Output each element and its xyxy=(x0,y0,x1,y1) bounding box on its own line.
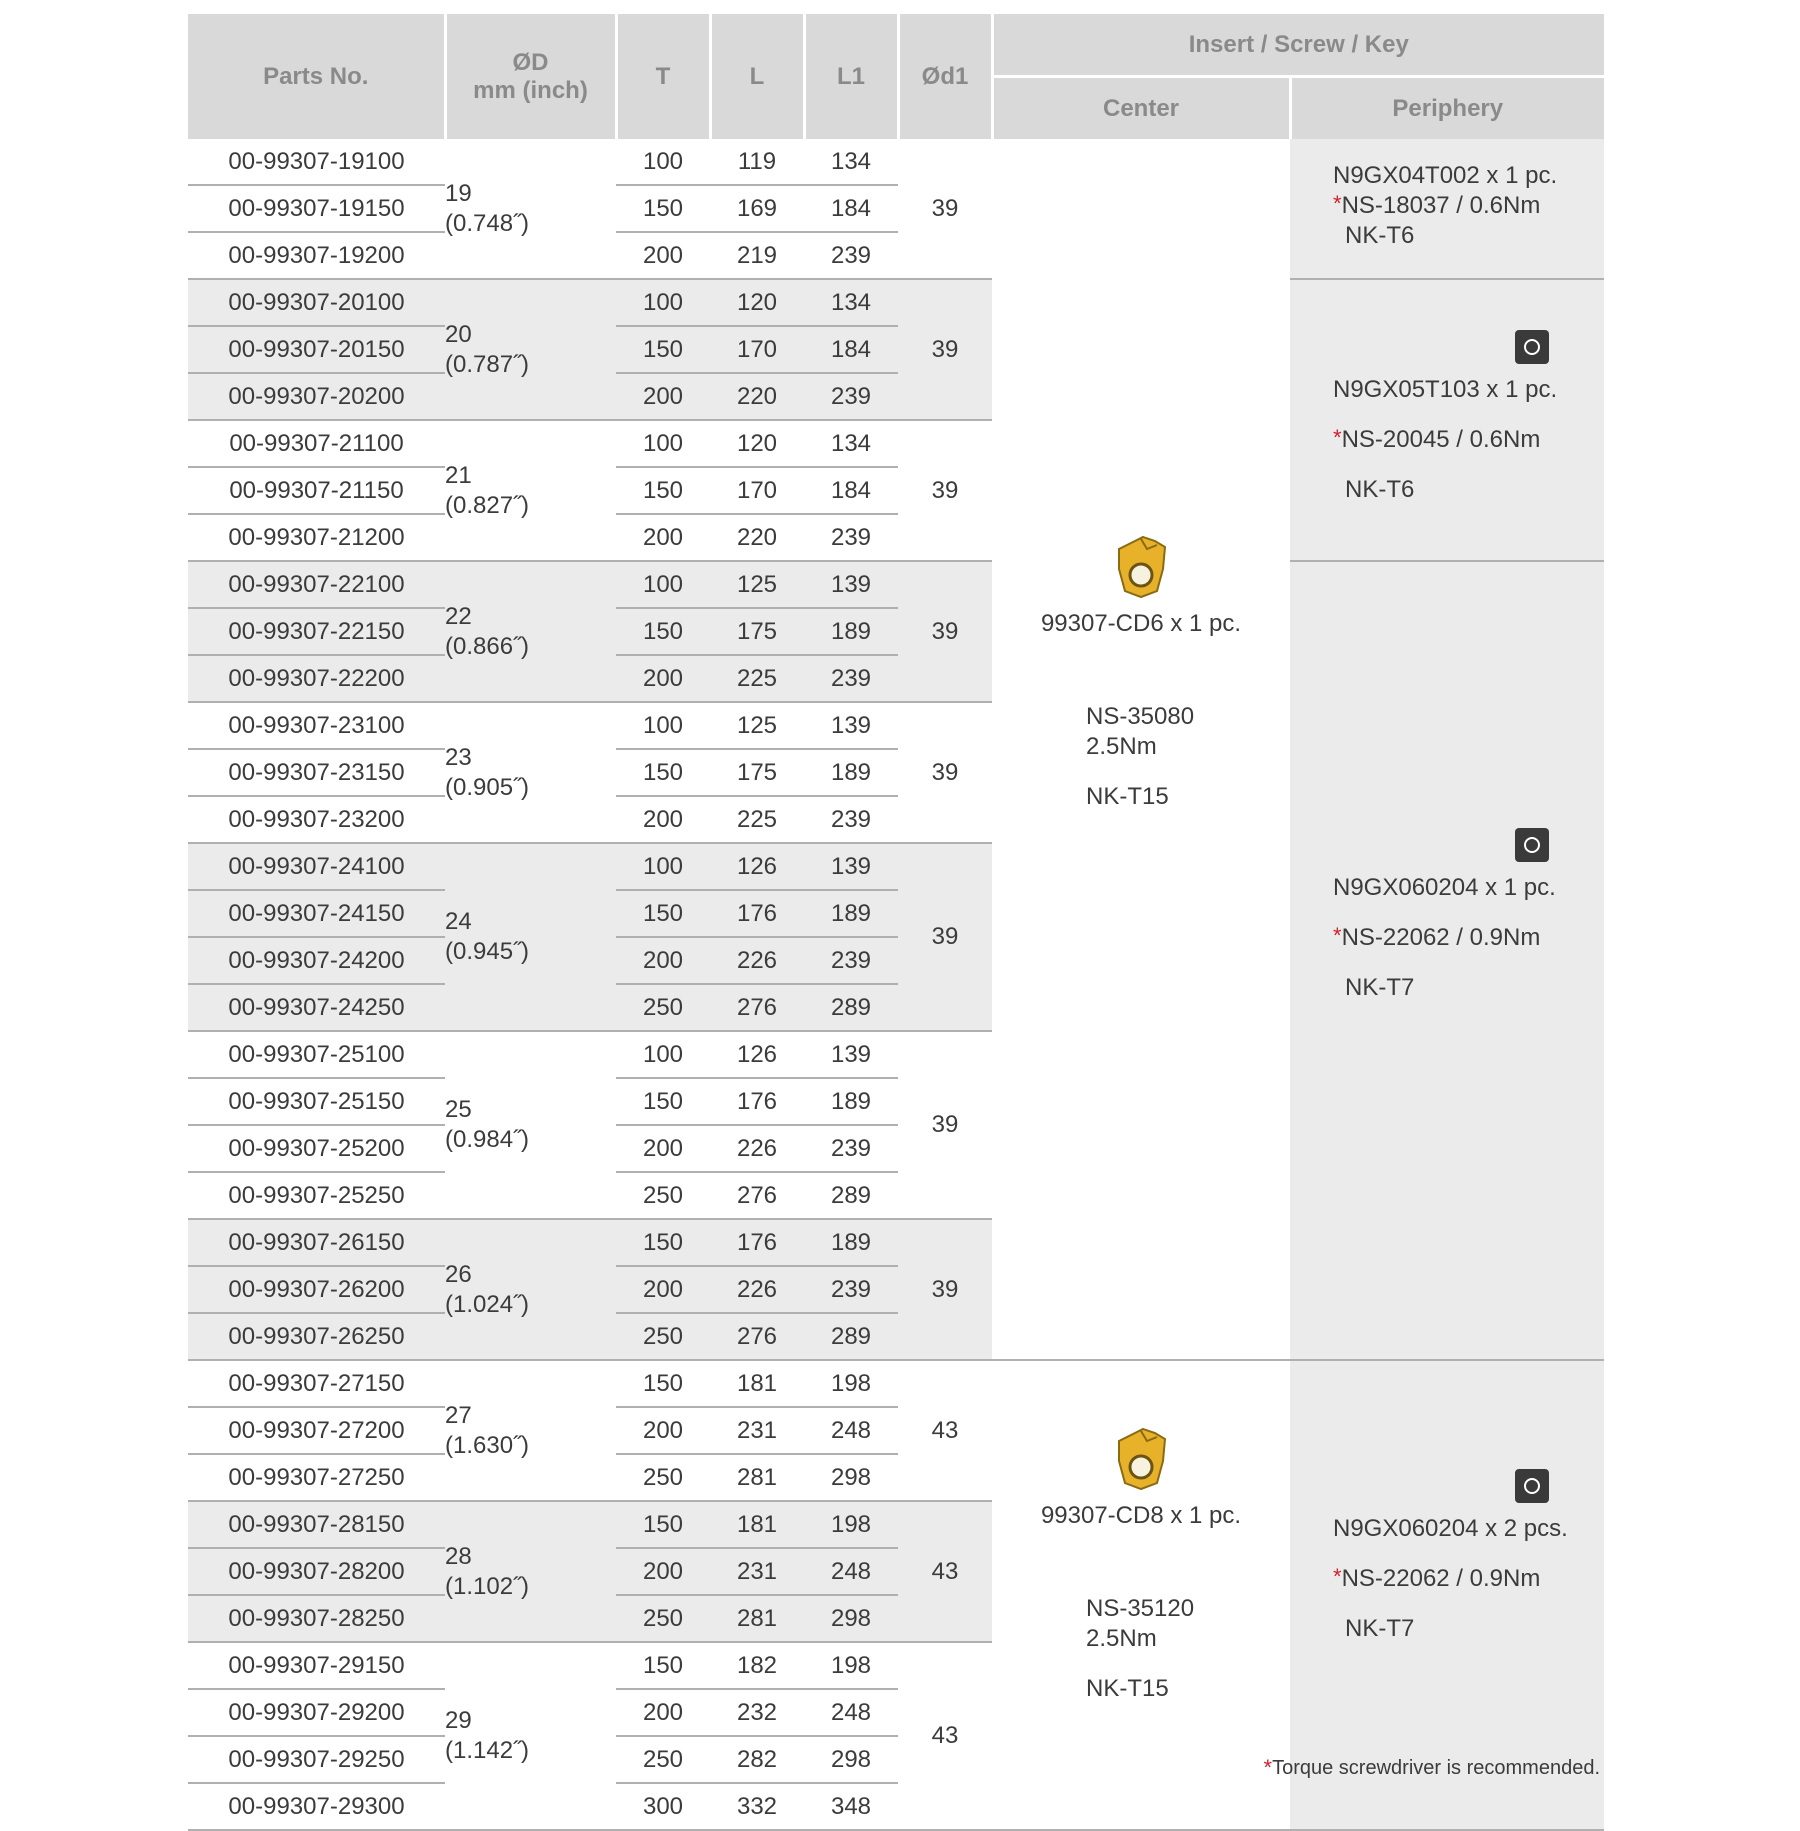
periphery-insert-label: N9GX060204 x 1 pc. xyxy=(1333,874,1556,901)
periphery-tool-block xyxy=(1290,562,1604,1003)
part-number-cell: 00-99307-28250 xyxy=(188,1595,445,1642)
part-number-cell: 00-99307-29200 xyxy=(188,1689,445,1736)
center-torque-label: 2.5Nm xyxy=(1086,1625,1157,1652)
footnote xyxy=(1264,1757,1600,1783)
t-cell: 200 xyxy=(616,796,710,843)
center-insert-label: 99307-CD8 x 1 pc. xyxy=(1040,1502,1242,1529)
diameter-cell xyxy=(445,702,616,843)
periphery-insert-figure xyxy=(1333,1469,1604,1510)
t-cell: 200 xyxy=(616,1689,710,1736)
header-insert-group: Insert / Screw / Key xyxy=(992,14,1604,77)
l1-cell: 239 xyxy=(804,937,898,984)
l-cell: 232 xyxy=(710,1689,804,1736)
t-cell: 150 xyxy=(616,1501,710,1548)
header-d1: Ød1 xyxy=(898,14,992,139)
periphery-key-label: NK-T6 xyxy=(1345,222,1415,249)
diameter-inch: (0.905˝) xyxy=(445,773,530,801)
footnote-text: Torque screwdriver is recommended. xyxy=(1272,1757,1600,1779)
l1-cell: 239 xyxy=(804,232,898,279)
center-key-label: NK-T15 xyxy=(1086,1675,1169,1702)
l-cell: 176 xyxy=(710,1219,804,1266)
t-cell: 150 xyxy=(616,185,710,232)
diameter-cell xyxy=(445,1219,616,1360)
periphery-tool-cell xyxy=(1290,279,1604,561)
l1-cell: 139 xyxy=(804,561,898,608)
l-cell: 226 xyxy=(710,1125,804,1172)
diameter-inch: (0.945˝) xyxy=(445,938,530,965)
periphery-screw-row xyxy=(1333,425,1604,455)
d1-cell: 43 xyxy=(898,1642,992,1830)
l-cell: 282 xyxy=(710,1736,804,1783)
l1-cell: 189 xyxy=(804,749,898,796)
header-t: T xyxy=(616,14,710,139)
part-number-cell: 00-99307-29150 xyxy=(188,1642,445,1689)
d1-cell: 39 xyxy=(898,1219,992,1360)
t-cell: 100 xyxy=(616,139,710,185)
part-number-cell: 00-99307-25200 xyxy=(188,1125,445,1172)
t-cell: 200 xyxy=(616,232,710,279)
periphery-tool-cell xyxy=(1290,561,1604,1360)
part-number-cell: 00-99307-21150 xyxy=(188,467,445,514)
center-tool-cell xyxy=(992,1360,1290,1830)
l1-cell: 189 xyxy=(804,1219,898,1266)
l1-cell: 139 xyxy=(804,702,898,749)
t-cell: 200 xyxy=(616,1125,710,1172)
l-cell: 175 xyxy=(710,608,804,655)
t-cell: 150 xyxy=(616,608,710,655)
l-cell: 220 xyxy=(710,373,804,420)
part-number-cell: 00-99307-25150 xyxy=(188,1078,445,1125)
l1-cell: 289 xyxy=(804,1313,898,1360)
l-cell: 176 xyxy=(710,1078,804,1125)
part-number-cell: 00-99307-22200 xyxy=(188,655,445,702)
diameter-inch: (1.142˝) xyxy=(445,1737,530,1764)
l-cell: 226 xyxy=(710,1266,804,1313)
l1-cell: 198 xyxy=(804,1360,898,1407)
part-number-cell: 00-99307-29250 xyxy=(188,1736,445,1783)
square-insert-icon xyxy=(1515,330,1549,364)
table-row xyxy=(188,279,1604,326)
diameter-cell xyxy=(445,561,616,702)
diameter-mm: 28 xyxy=(445,1542,472,1570)
part-number-cell: 00-99307-26250 xyxy=(188,1313,445,1360)
l1-cell: 239 xyxy=(804,514,898,561)
periphery-tool-block xyxy=(1290,139,1604,251)
part-number-cell: 00-99307-24200 xyxy=(188,937,445,984)
diameter-mm: 19 xyxy=(445,179,472,207)
d1-cell: 39 xyxy=(898,843,992,1031)
part-number-cell: 00-99307-22100 xyxy=(188,561,445,608)
part-number-cell: 00-99307-21200 xyxy=(188,514,445,561)
l1-cell: 139 xyxy=(804,1031,898,1078)
t-cell: 150 xyxy=(616,1360,710,1407)
l1-cell: 298 xyxy=(804,1454,898,1501)
diameter-inch: (0.787˝) xyxy=(445,350,530,378)
torque-asterisk: * xyxy=(1333,191,1342,216)
part-number-cell: 00-99307-27150 xyxy=(188,1360,445,1407)
periphery-key-label: NK-T6 xyxy=(1345,476,1415,503)
l1-cell: 239 xyxy=(804,373,898,420)
center-insert-figure xyxy=(992,535,1290,606)
l-cell: 175 xyxy=(710,749,804,796)
l1-cell: 248 xyxy=(804,1548,898,1595)
l-cell: 125 xyxy=(710,702,804,749)
l-cell: 276 xyxy=(710,984,804,1031)
center-key-label: NK-T15 xyxy=(1086,783,1169,810)
l-cell: 225 xyxy=(710,655,804,702)
l-cell: 125 xyxy=(710,561,804,608)
part-number-cell: 00-99307-20150 xyxy=(188,326,445,373)
periphery-insert-label: N9GX05T103 x 1 pc. xyxy=(1333,376,1558,403)
d1-cell: 39 xyxy=(898,1031,992,1219)
periphery-insert-label: N9GX04T002 x 1 pc. xyxy=(1333,162,1558,189)
t-cell: 300 xyxy=(616,1783,710,1830)
t-cell: 150 xyxy=(616,1642,710,1689)
l-cell: 220 xyxy=(710,514,804,561)
t-cell: 250 xyxy=(616,1172,710,1219)
l-cell: 281 xyxy=(710,1595,804,1642)
d1-cell: 39 xyxy=(898,702,992,843)
header-center: Center xyxy=(992,77,1290,140)
l-cell: 176 xyxy=(710,890,804,937)
diameter-cell xyxy=(445,1642,616,1830)
l1-cell: 248 xyxy=(804,1407,898,1454)
l-cell: 120 xyxy=(710,279,804,326)
t-cell: 250 xyxy=(616,1313,710,1360)
center-insert-icon xyxy=(1113,535,1169,599)
l1-cell: 139 xyxy=(804,843,898,890)
d1-cell: 43 xyxy=(898,1360,992,1501)
part-number-cell: 00-99307-29300 xyxy=(188,1783,445,1830)
periphery-insert-figure xyxy=(1333,330,1604,371)
center-torque-label: 2.5Nm xyxy=(1086,733,1157,760)
t-cell: 200 xyxy=(616,1407,710,1454)
periphery-insert-label: N9GX060204 x 2 pcs. xyxy=(1333,1515,1568,1542)
l-cell: 181 xyxy=(710,1501,804,1548)
part-number-cell: 00-99307-25250 xyxy=(188,1172,445,1219)
diameter-cell xyxy=(445,1031,616,1219)
l1-cell: 289 xyxy=(804,984,898,1031)
part-number-cell: 00-99307-26200 xyxy=(188,1266,445,1313)
l1-cell: 248 xyxy=(804,1689,898,1736)
periphery-screw-row xyxy=(1333,1564,1604,1594)
l1-cell: 184 xyxy=(804,467,898,514)
t-cell: 200 xyxy=(616,514,710,561)
periphery-screw-label: NS-22062 / 0.9Nm xyxy=(1341,1565,1541,1592)
part-number-cell: 00-99307-28200 xyxy=(188,1548,445,1595)
l-cell: 276 xyxy=(710,1313,804,1360)
diameter-cell xyxy=(445,1360,616,1501)
part-number-cell: 00-99307-21100 xyxy=(188,420,445,467)
periphery-screw-row xyxy=(1333,923,1604,953)
l-cell: 170 xyxy=(710,326,804,373)
t-cell: 200 xyxy=(616,655,710,702)
center-tool-block xyxy=(992,1361,1290,1704)
diameter-inch: (0.984˝) xyxy=(445,1126,530,1153)
part-number-cell: 00-99307-24250 xyxy=(188,984,445,1031)
diameter-cell xyxy=(445,279,616,420)
l-cell: 225 xyxy=(710,796,804,843)
d1-cell: 39 xyxy=(898,561,992,702)
l-cell: 126 xyxy=(710,843,804,890)
part-number-cell: 00-99307-25100 xyxy=(188,1031,445,1078)
center-screw-block xyxy=(1086,702,1290,812)
torque-asterisk: * xyxy=(1333,923,1342,948)
l1-cell: 198 xyxy=(804,1501,898,1548)
periphery-tool-block xyxy=(1290,280,1604,505)
t-cell: 150 xyxy=(616,326,710,373)
diameter-mm: 27 xyxy=(445,1401,472,1429)
l1-cell: 189 xyxy=(804,608,898,655)
diameter-mm: 25 xyxy=(445,1096,472,1123)
diameter-cell xyxy=(445,843,616,1031)
footnote-asterisk: * xyxy=(1263,1755,1273,1780)
l-cell: 219 xyxy=(710,232,804,279)
d1-cell: 39 xyxy=(898,420,992,561)
t-cell: 100 xyxy=(616,279,710,326)
t-cell: 100 xyxy=(616,420,710,467)
l-cell: 231 xyxy=(710,1407,804,1454)
d1-cell: 43 xyxy=(898,1501,992,1642)
diameter-inch: (0.827˝) xyxy=(445,491,530,519)
l-cell: 169 xyxy=(710,185,804,232)
diameter-inch: (0.748˝) xyxy=(445,209,530,237)
periphery-screw-row xyxy=(1333,191,1604,221)
t-cell: 150 xyxy=(616,467,710,514)
periphery-tool-block xyxy=(1290,1361,1604,1644)
square-insert-icon xyxy=(1515,1469,1549,1503)
diameter-inch: (1.630˝) xyxy=(445,1431,530,1459)
periphery-screw-label: NS-20045 / 0.6Nm xyxy=(1341,426,1541,453)
t-cell: 250 xyxy=(616,1454,710,1501)
center-tool-block xyxy=(992,139,1290,812)
l-cell: 276 xyxy=(710,1172,804,1219)
table-row xyxy=(188,139,1604,185)
l1-cell: 239 xyxy=(804,655,898,702)
diameter-mm: 26 xyxy=(445,1260,472,1288)
center-tool-cell xyxy=(992,139,1290,1360)
t-cell: 100 xyxy=(616,843,710,890)
l-cell: 332 xyxy=(710,1783,804,1830)
t-cell: 150 xyxy=(616,1219,710,1266)
t-cell: 150 xyxy=(616,1078,710,1125)
header-diameter-unit: mm (inch) xyxy=(473,76,588,104)
t-cell: 100 xyxy=(616,561,710,608)
l-cell: 181 xyxy=(710,1360,804,1407)
l-cell: 170 xyxy=(710,467,804,514)
l-cell: 126 xyxy=(710,1031,804,1078)
diameter-mm: 22 xyxy=(445,602,472,630)
diameter-inch: (0.866˝) xyxy=(445,632,530,660)
l1-cell: 134 xyxy=(804,420,898,467)
t-cell: 250 xyxy=(616,1736,710,1783)
l1-cell: 134 xyxy=(804,139,898,185)
l1-cell: 289 xyxy=(804,1172,898,1219)
l1-cell: 189 xyxy=(804,890,898,937)
diameter-mm: 24 xyxy=(445,908,472,935)
diameter-cell xyxy=(445,420,616,561)
periphery-screw-label: NS-18037 / 0.6Nm xyxy=(1341,192,1541,219)
diameter-inch: (1.024˝) xyxy=(445,1290,530,1318)
part-number-cell: 00-99307-27200 xyxy=(188,1407,445,1454)
l1-cell: 189 xyxy=(804,1078,898,1125)
t-cell: 150 xyxy=(616,890,710,937)
l-cell: 231 xyxy=(710,1548,804,1595)
center-insert-figure xyxy=(992,1427,1290,1498)
part-number-cell: 00-99307-22150 xyxy=(188,608,445,655)
l1-cell: 239 xyxy=(804,796,898,843)
l-cell: 119 xyxy=(710,139,804,185)
table-row xyxy=(188,1360,1604,1407)
part-number-cell: 00-99307-19200 xyxy=(188,232,445,279)
t-cell: 250 xyxy=(616,1595,710,1642)
part-number-cell: 00-99307-23200 xyxy=(188,796,445,843)
periphery-key-label: NK-T7 xyxy=(1345,974,1415,1001)
periphery-key-label: NK-T7 xyxy=(1345,1615,1415,1642)
part-number-cell: 00-99307-19150 xyxy=(188,185,445,232)
t-cell: 250 xyxy=(616,984,710,1031)
header-parts-no: Parts No. xyxy=(188,14,445,139)
d1-cell: 39 xyxy=(898,139,992,279)
center-insert-icon xyxy=(1113,1427,1169,1491)
part-number-cell: 00-99307-23150 xyxy=(188,749,445,796)
center-screw-label: NS-35080 xyxy=(1086,703,1195,730)
header-periphery: Periphery xyxy=(1290,77,1604,140)
periphery-screw-label: NS-22062 / 0.9Nm xyxy=(1341,924,1541,951)
t-cell: 100 xyxy=(616,1031,710,1078)
diameter-cell xyxy=(445,139,616,279)
d1-cell: 39 xyxy=(898,279,992,420)
l1-cell: 298 xyxy=(804,1736,898,1783)
catalog-table xyxy=(188,14,1604,1831)
center-screw-block xyxy=(1086,1594,1290,1704)
l1-cell: 184 xyxy=(804,326,898,373)
torque-asterisk: * xyxy=(1333,1564,1342,1589)
part-number-cell: 00-99307-24100 xyxy=(188,843,445,890)
diameter-mm: 21 xyxy=(445,461,472,489)
part-number-cell: 00-99307-26150 xyxy=(188,1219,445,1266)
part-number-cell: 00-99307-19100 xyxy=(188,139,445,185)
l1-cell: 239 xyxy=(804,1266,898,1313)
periphery-insert-figure xyxy=(1333,828,1604,869)
diameter-mm: 20 xyxy=(445,320,472,348)
l1-cell: 198 xyxy=(804,1642,898,1689)
diameter-mm: 29 xyxy=(445,1707,472,1734)
square-insert-icon xyxy=(1515,828,1549,862)
l1-cell: 239 xyxy=(804,1125,898,1172)
periphery-tool-cell xyxy=(1290,139,1604,279)
diameter-inch: (1.102˝) xyxy=(445,1572,530,1600)
part-number-cell: 00-99307-20200 xyxy=(188,373,445,420)
l1-cell: 348 xyxy=(804,1783,898,1830)
l-cell: 120 xyxy=(710,420,804,467)
center-screw-label: NS-35120 xyxy=(1086,1595,1195,1622)
part-number-cell: 00-99307-20100 xyxy=(188,279,445,326)
header-l: L xyxy=(710,14,804,139)
t-cell: 200 xyxy=(616,937,710,984)
l1-cell: 134 xyxy=(804,279,898,326)
table-body xyxy=(188,139,1604,1830)
part-number-cell: 00-99307-27250 xyxy=(188,1454,445,1501)
l-cell: 182 xyxy=(710,1642,804,1689)
header-diameter-symbol: ØD xyxy=(512,48,549,76)
table-row xyxy=(188,561,1604,608)
torque-asterisk: * xyxy=(1333,425,1342,450)
part-number-cell: 00-99307-28150 xyxy=(188,1501,445,1548)
t-cell: 200 xyxy=(616,1548,710,1595)
part-number-cell: 00-99307-23100 xyxy=(188,702,445,749)
t-cell: 150 xyxy=(616,749,710,796)
header-diameter xyxy=(445,14,616,139)
l-cell: 281 xyxy=(710,1454,804,1501)
center-insert-label: 99307-CD6 x 1 pc. xyxy=(1040,610,1242,637)
header-l1: L1 xyxy=(804,14,898,139)
l1-cell: 298 xyxy=(804,1595,898,1642)
diameter-cell xyxy=(445,1501,616,1642)
t-cell: 100 xyxy=(616,702,710,749)
l-cell: 226 xyxy=(710,937,804,984)
l1-cell: 184 xyxy=(804,185,898,232)
t-cell: 200 xyxy=(616,373,710,420)
part-number-cell: 00-99307-24150 xyxy=(188,890,445,937)
t-cell: 200 xyxy=(616,1266,710,1313)
diameter-mm: 23 xyxy=(445,743,472,771)
